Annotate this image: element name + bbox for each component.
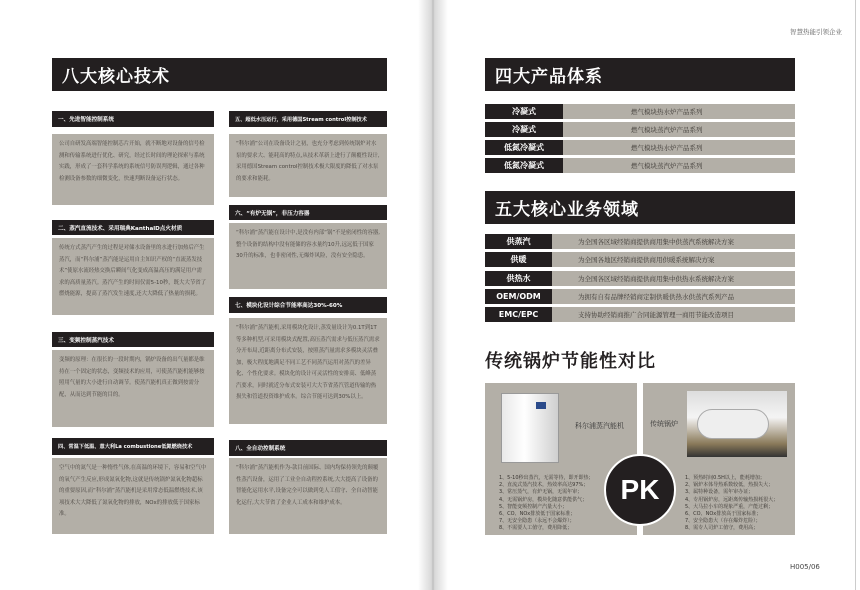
pk-badge: PK	[604, 454, 676, 526]
section-heading: 三、变频控制蒸汽技术	[52, 332, 214, 347]
section-body: 空气中的氮气是一种惰性气体,在高温的环境下，容易和空气中的氧气产生反应,形成氮氧化物,这就是传统锅炉氮氧化物超标的重要原因,而“科尔浦”蒸汽能机是采用常态低温燃烧技术,该项技术大大降低了氮氧化物的排放，NOx的排放低于国家标准。	[52, 458, 214, 534]
steam-machine-points	[499, 475, 594, 533]
section-body: “科尔浦”蒸汽能机,采用模块化设计,蒸发量设计为0.1T到1T等多种机型,可采用模块式配置,高压蒸汽需求与低压蒸汽需求分开布局,近距离分布式安装，按照蒸汽量需求多模块灵活叠加，极大程度地满足不同工艺不同蒸汽运用对蒸汽的差异化、个性化要求。模块化的设计可灵活性的安排高、低峰蒸汽要求，同时就近分布式安装可大大节省蒸汽管道传输的热损失和管道投资维护成本。综合节能可达到30%以上。	[229, 318, 387, 424]
business-desc: 为全国各区域经销商提供商用集中供热水系统解决方案	[552, 271, 795, 286]
steam-machine-image	[501, 393, 559, 463]
point: 3、常压蒸气，有炉无锅，无需年审；	[499, 489, 583, 496]
point: 5、智能变频控制产汽量大小；	[499, 503, 568, 510]
business-row	[485, 271, 795, 286]
page-gutter	[418, 0, 448, 590]
product-label: 冷凝式	[485, 122, 563, 137]
traditional-boiler-name: 传统锅炉	[650, 420, 678, 428]
traditional-boiler-image	[687, 391, 787, 457]
section-heading: 八、全自动控制系统	[229, 440, 387, 456]
business-label: OEM/ODM	[485, 289, 552, 304]
product-row	[485, 158, 795, 173]
product-row	[485, 104, 795, 119]
product-label: 低氮冷凝式	[485, 158, 563, 173]
point: 7、无安全隐患（永远不会爆炸）；	[499, 518, 575, 525]
point: 3、属特种设备，需年审办证；	[685, 489, 754, 496]
business-row	[485, 252, 795, 267]
section-body: “科尔浦”公司在设备设计之初，也充分考虑到传统锅炉对水泵的要求大、能耗高的特点,从技术革新上进行了颠覆性设计,采用德国Stream control控制技术极大限度的降低了对水泵的要求和能耗。	[229, 134, 387, 197]
section-body: “科尔浦”蒸汽能机作为-款目前国际、国内均保持领先的颠覆性蒸汽设备，运用了工业全自动程控系统,大大提高了设备的智能化运用水平,设备完全可以做到免人工值守、全自动智能化运行,大大节省了企业人工成本和维护成本。	[229, 458, 387, 534]
business-desc: 为拥有自有品牌经销商定制供暖供热水供蒸汽系列产品	[552, 289, 795, 304]
business-desc: 支持协助经销商推广合同能源管理一商用节能改造项目	[552, 307, 795, 322]
business-label: EMC/EPC	[485, 307, 552, 322]
point: 6、CO、NOx排放低于国家标准；	[499, 511, 576, 518]
section-body: 变频的原理：在很长的一段时期内，锅炉设备的出气量都是维持在一个固定的状态，变频技术的应用，可使蒸汽能机能够按照用气量的大小进行自动调节。使蒸汽能机真正做到按需分配，从而达到节能的目的。	[52, 350, 214, 427]
section-heading: 五、超低水压运行，采用德国Stream control控制技术	[229, 111, 387, 127]
product-desc: 燃气模块热水炉产品系列	[563, 140, 795, 155]
section-heading: 七、模块化设计综合节能率高达30%-60%	[229, 297, 387, 313]
point: 1、预热时间0.5H以上，能耗增加；	[685, 475, 765, 481]
section-body: 传统方式蒸汽产生的过程是对储水设备里的水进行加热后产生蒸汽，而“科尔浦”蒸汽能是运用自主知识产权的“直流蒸发技术”使原水流经热交换后瞬间气化变成高温高压的满足用户需求的高质量蒸汽。蒸汽产生的时间仅需5-10秒，既大大节省了燃烧能源，提高了蒸汽发生速度,还大大降低了热量的损耗。	[52, 238, 214, 315]
steam-machine-name: 科尔浦蒸汽能机	[575, 422, 624, 430]
product-row	[485, 140, 795, 155]
product-desc: 燃气模块蒸汽炉产品系列	[563, 158, 795, 173]
point: 1、5-10秒出蒸汽，无需等待，即开即热；	[499, 475, 594, 481]
point: 8、需专人司炉工值守，费用高；	[685, 525, 759, 532]
point: 6、CO、NOx排放高于国家标准；	[685, 511, 762, 518]
business-row	[485, 234, 795, 249]
page-number: H005/06	[790, 563, 820, 571]
section-heading: 四、常温下低温、意大利La combustione低氮燃烧技术	[52, 438, 214, 455]
business-label: 供热水	[485, 271, 552, 286]
business-label: 供暖	[485, 252, 552, 267]
product-row	[485, 122, 795, 137]
product-label: 低氮冷凝式	[485, 140, 563, 155]
point: 7、安全隐患大（存在爆炸危险）；	[685, 518, 761, 525]
section-body: “科尔浦”蒸汽能在设计中,是没有内部“锅”不是密闭性的容器,整个设备的结构中没有能储的容水量约10升,远远低于国家30升的标准，也非密闭性,无爆炸风险，没有安全隐患。	[229, 223, 387, 289]
compare-title: 传统锅炉节能性对比	[485, 350, 656, 372]
business-label: 供蒸汽	[485, 234, 552, 249]
header-tag: 智慧热能引领企业	[790, 28, 842, 36]
section-heading: 一、先进智能控制系统	[52, 111, 214, 127]
section-body: 公司自研发高端智能控制芯片开始，就不断地对设备的信号检测和传输系统进行优化、研究，经过长时间的理论探索与系统实践，形成了一套科学系统的系统信号防误判逻辑，通过各种检测设备参数的细微变化，快速判断设备运行状态。	[52, 134, 214, 205]
products-title: 四大产品体系	[485, 58, 795, 91]
point: 4、无需锅炉房，模块化随意供能供气；	[499, 496, 588, 503]
point: 5、大马拉小车的现象严重，产能过剩；	[685, 503, 774, 510]
point: 8、不需要人工值守，费用降低；	[499, 525, 573, 532]
business-row	[485, 307, 795, 322]
business-desc: 为全国各区域经销商提供商用集中供蒸汽系统解决方案	[552, 234, 795, 249]
point: 2、直流式蒸汽技术，热效率高达97%；	[499, 482, 589, 489]
section-heading: 二、蒸汽直流技术、采用瑞典KanthalD点火材质	[52, 220, 214, 235]
product-desc: 燃气模块蒸汽炉产品系列	[563, 122, 795, 137]
core-tech-title: 八大核心技术	[52, 58, 387, 91]
traditional-boiler-points	[685, 475, 778, 533]
business-desc: 为全国各地区经销商提供商用供暖系统解决方案	[552, 252, 795, 267]
point: 4、专用锅炉房，远距离传输热损耗很大；	[685, 496, 779, 503]
product-label: 冷凝式	[485, 104, 563, 119]
page-edge	[855, 0, 856, 590]
business-row	[485, 289, 795, 304]
point: 2、锅炉本体导热系数较低，热损失大；	[685, 482, 774, 489]
business-title: 五大核心业务领域	[485, 191, 795, 224]
product-desc: 燃气模块热水炉产品系列	[563, 104, 795, 119]
section-heading: 六、“有炉无锅”，非压力容器	[229, 205, 387, 220]
